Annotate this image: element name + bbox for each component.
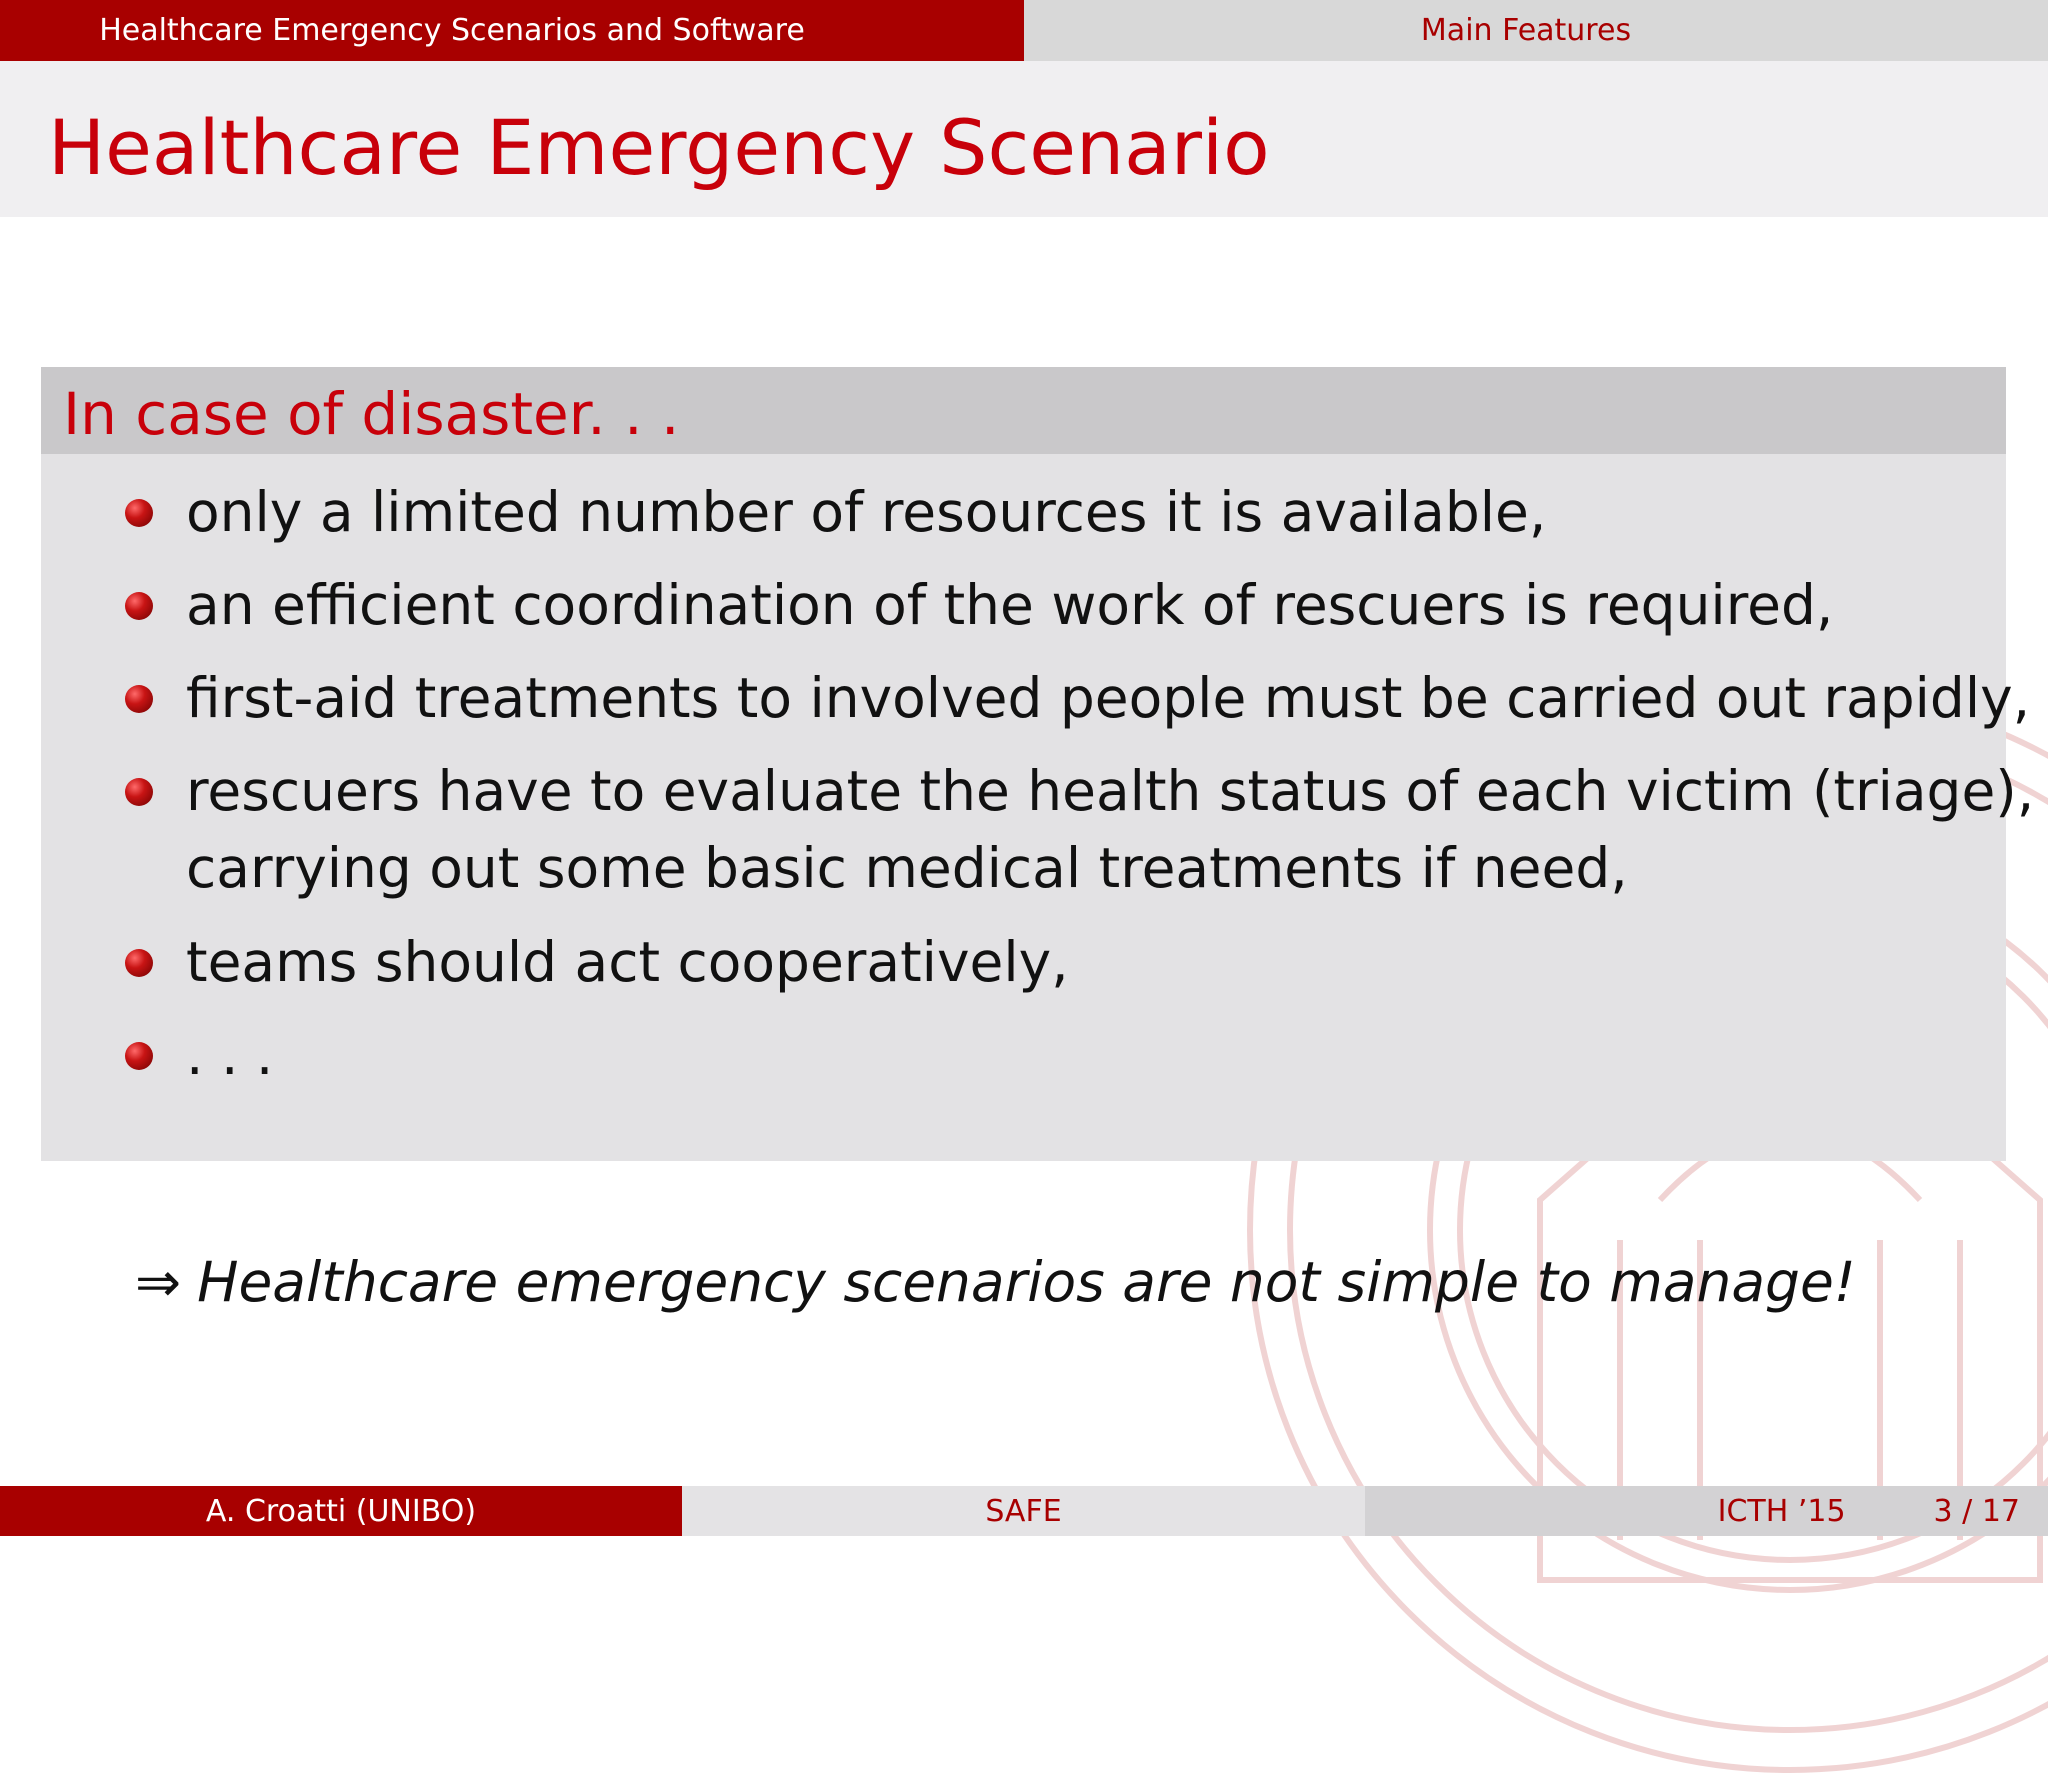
conclusion-statement	[135, 1250, 1856, 1314]
bullet-icon	[125, 499, 153, 527]
list-item-text-continued: carrying out some basic medical treatments if need,	[186, 836, 1628, 900]
list-item-text: an efficient coordination of the work of rescuers is required,	[186, 573, 1834, 637]
nav-subsection-link[interactable]	[1024, 0, 2048, 61]
bullet-icon	[125, 592, 153, 620]
list-item-text: only a limited number of resources it is available,	[186, 480, 1547, 544]
list-item-text: first-aid treatments to involved people must be carried out rapidly,	[186, 666, 2031, 730]
nav-section-label: Healthcare Emergency Scenarios and Software	[99, 13, 805, 48]
footer-info	[1365, 1486, 2048, 1536]
bullet-icon	[125, 1042, 153, 1070]
list-item-text: . . .	[186, 1023, 274, 1087]
footer-short-title: SAFE	[682, 1486, 1365, 1536]
block-title: In case of disaster. . .	[41, 367, 2006, 454]
bullet-icon	[125, 778, 153, 806]
footer-bar	[0, 1486, 2048, 1536]
nav-subsection-label: Main Features	[1420, 13, 1632, 48]
nav-section-link[interactable]	[0, 0, 1024, 61]
conclusion-text: Healthcare emergency scenarios are not simple to manage!	[197, 1250, 1856, 1314]
header-navigation-bar	[0, 0, 2048, 61]
footer-conference: ICTH ’15	[1717, 1493, 1846, 1529]
list-item-text: teams should act cooperatively,	[186, 930, 1069, 994]
disaster-block	[41, 367, 2035, 1161]
slide-title: Healthcare Emergency Scenario	[0, 61, 2048, 217]
implies-arrow-icon: ⇒	[135, 1250, 182, 1314]
page-number: 3 / 17	[1933, 1493, 2020, 1529]
bullet-icon	[125, 949, 153, 977]
bullet-icon	[125, 685, 153, 713]
footer-author: A. Croatti (UNIBO)	[0, 1486, 682, 1536]
list-item-text: rescuers have to evaluate the health status of each victim (triage),	[186, 759, 2035, 823]
